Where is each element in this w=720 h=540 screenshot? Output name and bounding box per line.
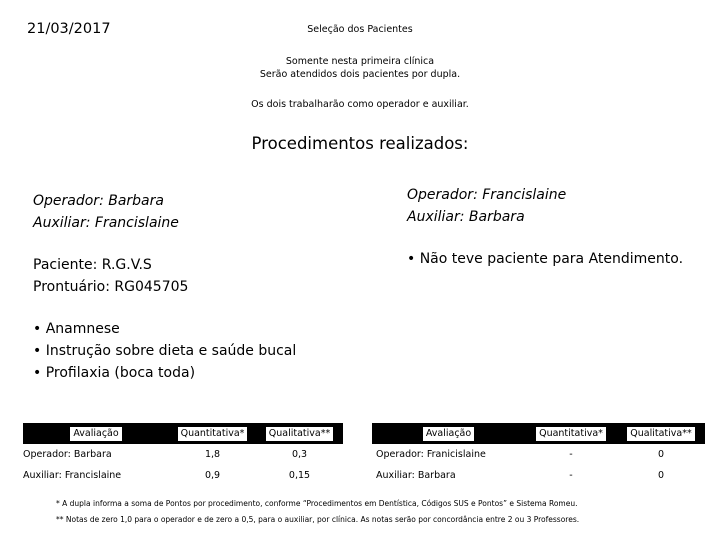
column-header: Qualitativa**	[617, 423, 705, 444]
right-pair	[407, 184, 566, 228]
left-operator: Operador: Barbara	[33, 193, 164, 209]
table-cell: Auxiliar: Barbara	[376, 470, 456, 481]
table-cell: Auxiliar: Francislaine	[23, 470, 122, 481]
table-cell: -	[569, 449, 573, 460]
table-row	[23, 444, 343, 465]
table-row	[23, 465, 343, 486]
info-line-3: Os dois trabalharão como operador e auxiliar.	[251, 99, 469, 110]
patient-name: Paciente: R.G.V.S	[33, 257, 152, 273]
column-header: Quantitativa*	[169, 423, 256, 444]
page-title: Seleção dos Pacientes	[307, 24, 413, 35]
patient-record: Prontuário: RG045705	[33, 279, 189, 295]
table-cell: Operador: Franicislaine	[376, 449, 486, 460]
evaluation-table-right	[372, 423, 705, 486]
table-header-row	[372, 423, 705, 444]
table-cell: 0	[657, 470, 665, 481]
column-header: Avaliação	[372, 423, 525, 444]
footnote-2: ** Notas de zero 1,0 para o operador e de zero a 0,5, para o auxiliar, por clínica. As notas serão por concordância entre 2 ou 3 Professores.	[56, 515, 580, 524]
table-cell: 0,3	[291, 449, 308, 460]
table-cell: 0,15	[288, 470, 311, 481]
evaluation-table-left	[23, 423, 343, 486]
list-item: • Profilaxia (boca toda)	[33, 365, 196, 381]
procedure-list	[33, 318, 296, 384]
list-item: • Anamnese	[33, 321, 120, 337]
column-header: Avaliação	[23, 423, 169, 444]
info-line-2: Serão atendidos dois pacientes por dupla.	[259, 69, 461, 80]
footnote-1: * A dupla informa a soma de Pontos por procedimento, conforme “Procedimentos em Dentística, Códigos SUS e Pontos” e Sistema Romeu.	[56, 499, 578, 508]
table-header-row	[23, 423, 343, 444]
table-row	[372, 465, 705, 486]
date: 21/03/2017	[27, 21, 111, 37]
column-header: Quantitativa*	[525, 423, 617, 444]
table-cell: 0,9	[204, 470, 221, 481]
procedures-title: Procedimentos realizados:	[251, 134, 469, 153]
table-cell: 0	[657, 449, 665, 460]
left-pair	[33, 190, 179, 234]
list-item: • Instrução sobre dieta e saúde bucal	[33, 343, 297, 359]
info-line-1: Somente nesta primeira clínica	[285, 56, 435, 67]
patient-info	[33, 254, 188, 298]
table-cell: 1,8	[204, 449, 221, 460]
right-assistant: Auxiliar: Barbara	[407, 209, 525, 225]
column-header: Qualitativa**	[256, 423, 343, 444]
table-row	[372, 444, 705, 465]
table-cell: Operador: Barbara	[23, 449, 112, 460]
right-operator: Operador: Francislaine	[407, 187, 567, 203]
table-cell: -	[569, 470, 573, 481]
right-note: • Não teve paciente para Atendimento.	[407, 251, 684, 267]
left-assistant: Auxiliar: Francislaine	[33, 215, 179, 231]
